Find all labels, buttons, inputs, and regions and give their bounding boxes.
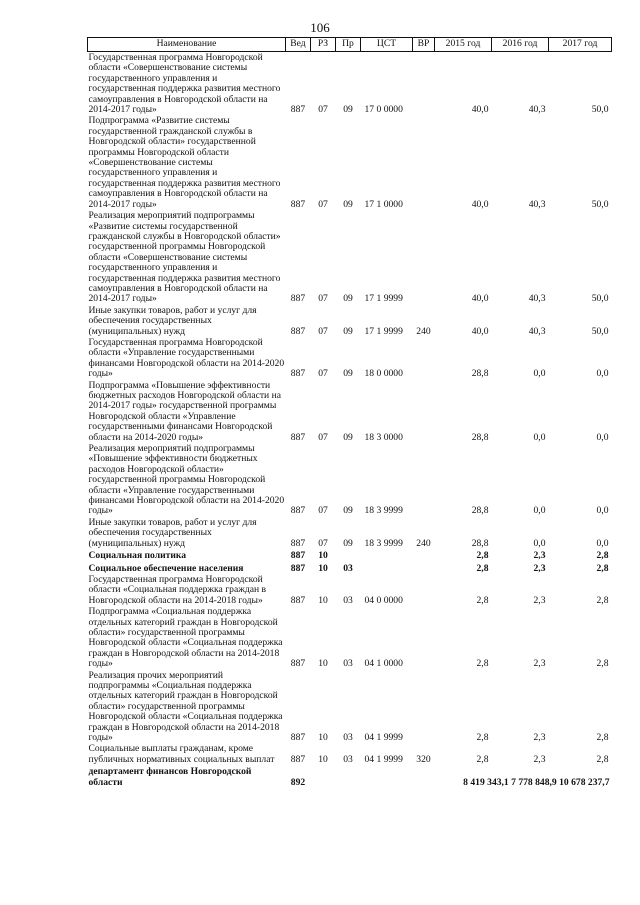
row-2015: 2,8 [476, 562, 489, 574]
row-rz: 07 [318, 537, 328, 549]
row-name: Реализация мероприятий подпрограммы «Развитие системы государственной гражданской службы в Новгородской области» государственной программы Новгородской области «Совершенствование системы государственного управления и государственная поддержка развития местного самоуправления в Новгородской области на 2014-2017 годы» [88, 210, 281, 305]
row-ved: 887 [290, 198, 306, 210]
table-header-row [88, 38, 612, 52]
row-name: Иные закупки товаров, работ и услуг для обеспечения государственных (муниципальных) нужд [88, 304, 257, 337]
header-ved: Вед [286, 38, 311, 52]
table-row [88, 670, 612, 744]
department-2017: 10 678 237,7 [559, 776, 610, 788]
row-rz: 10 [318, 753, 328, 765]
header-rz: РЗ [311, 38, 336, 52]
row-2016: 40,3 [528, 198, 546, 210]
row-name: Реализация прочих мероприятий подпрограммы «Социальная поддержка отдельных категорий граждан в Новгородской области» государственной программы Новгородской области «Социальная поддержка граждан в Новгородской области на 2014-2018 годы» [88, 669, 283, 743]
row-name: Социальная политика [88, 550, 187, 562]
row-rz: 07 [318, 505, 328, 517]
row-2016: 0,0 [533, 431, 546, 443]
row-ved: 887 [290, 594, 306, 606]
row-2015: 2,8 [476, 594, 489, 606]
row-cst: 17 1 0000 [364, 198, 403, 210]
row-ved: 887 [290, 431, 306, 443]
row-name: Подпрограмма «Повышение эффективности бюджетных расходов Новгородской области на 2014-2017 годы» государственной программы Новгородской области «Управление государственными финансами Новгородской области на 2014-2020 годы» [88, 379, 281, 443]
row-rz: 10 [318, 732, 328, 743]
table-row [88, 549, 612, 561]
row-ved: 887 [290, 325, 306, 337]
department-row [88, 765, 612, 788]
row-ved: 887 [290, 732, 306, 743]
row-rz: 07 [318, 431, 328, 443]
row-rz: 10 [318, 658, 328, 670]
row-rz: 10 [318, 594, 328, 606]
row-2015: 40,0 [471, 293, 489, 305]
page-number: 106 [310, 20, 330, 35]
row-2015: 2,8 [476, 658, 489, 670]
table-row [88, 210, 612, 305]
row-vr [413, 549, 435, 561]
row-cst: 18 3 0000 [364, 431, 403, 443]
row-2017: 2,8 [596, 658, 609, 670]
table-row [88, 574, 612, 606]
header-2016: 2016 год [492, 38, 549, 52]
row-vr: 240 [416, 325, 431, 337]
row-pr [336, 549, 361, 561]
row-rz: 10 [318, 550, 328, 562]
department-ved: 892 [290, 776, 306, 788]
row-2015: 40,0 [471, 325, 489, 337]
table-row [88, 305, 612, 337]
department-name: департамент финансов Новгородской области [88, 766, 252, 788]
row-ved: 887 [290, 550, 306, 562]
row-pr: 09 [343, 431, 353, 443]
row-2016: 2,3 [533, 562, 546, 574]
row-2017: 50,0 [591, 104, 609, 116]
row-2015: 40,0 [471, 104, 489, 116]
table-row [88, 115, 612, 210]
row-rz: 07 [318, 198, 328, 210]
row-pr: 03 [343, 753, 353, 765]
table-row [88, 562, 612, 574]
row-vr [413, 670, 435, 744]
row-2015: 28,8 [471, 431, 489, 443]
row-rz: 07 [318, 293, 328, 305]
header-pr: Пр [336, 38, 361, 52]
row-vr [413, 115, 435, 210]
row-vr [413, 337, 435, 380]
row-2016: 40,3 [528, 104, 546, 116]
row-2016: 2,3 [533, 550, 546, 562]
row-name: Социальные выплаты гражданам, кроме публичных нормативных социальных выплат [88, 743, 275, 765]
row-2016: 40,3 [528, 325, 546, 337]
row-pr: 03 [343, 562, 353, 574]
row-pr: 03 [343, 658, 353, 670]
row-name: Государственная программа Новгородской области «Управление государственными финансами Новгородской области на 2014-2020 годы» [88, 336, 285, 380]
row-cst: 18 3 9999 [364, 537, 403, 549]
row-name: Подпрограмма «Развитие системы государственной гражданской службы в Новгородской области» государственной программы Новгородской области «Совершенствование системы государственного управления и государственная поддержка развития местного самоуправления в Новгородской области на 2014-2017 годы» [88, 115, 281, 210]
row-pr: 03 [343, 594, 353, 606]
row-2015: 2,8 [476, 550, 489, 562]
department-2016: 7 778 848,9 [511, 776, 557, 788]
row-vr [413, 380, 435, 443]
row-cst [361, 549, 413, 561]
row-2017: 0,0 [596, 505, 609, 517]
row-2017: 2,8 [596, 594, 609, 606]
row-vr [413, 443, 435, 517]
row-ved: 887 [290, 753, 306, 765]
row-pr: 09 [343, 505, 353, 517]
row-cst: 18 0 0000 [364, 368, 403, 380]
row-2016: 0,0 [533, 505, 546, 517]
row-pr: 09 [343, 325, 353, 337]
row-name: Иные закупки товаров, работ и услуг для обеспечения государственных (муниципальных) нужд [88, 516, 257, 549]
row-rz: 07 [318, 104, 328, 116]
row-vr: 320 [416, 753, 431, 765]
row-vr: 240 [416, 537, 431, 549]
row-2017: 2,8 [596, 550, 609, 562]
row-cst [361, 562, 413, 574]
row-2017: 50,0 [591, 198, 609, 210]
row-ved: 887 [290, 562, 306, 574]
row-2016: 40,3 [528, 293, 546, 305]
row-pr: 09 [343, 368, 353, 380]
row-2016: 0,0 [533, 537, 546, 549]
row-cst: 04 1 9999 [364, 753, 403, 765]
row-name: Государственная программа Новгородской области «Социальная поддержка граждан в Новгородской области на 2014-2018 годы» [88, 573, 267, 606]
table-body [88, 52, 612, 766]
row-ved: 887 [290, 368, 306, 380]
row-pr: 09 [343, 293, 353, 305]
row-vr [413, 606, 435, 669]
row-name: Государственная программа Новгородской области «Совершенствование системы государственного управления и государственная поддержка развития местного самоуправления в Новгородской области на 2014-2017 годы» [88, 52, 281, 116]
row-cst: 04 1 0000 [364, 658, 403, 670]
table-row [88, 443, 612, 517]
department-2015: 8 419 343,1 [463, 776, 509, 788]
row-2016: 2,3 [533, 658, 546, 670]
row-rz: 07 [318, 325, 328, 337]
header-cst: ЦСТ [361, 38, 413, 52]
table-row [88, 380, 612, 443]
budget-table [87, 37, 612, 788]
row-cst: 04 0 0000 [364, 594, 403, 606]
row-vr [413, 52, 435, 116]
row-pr: 03 [343, 732, 353, 743]
row-2015: 2,8 [476, 732, 489, 743]
row-2017: 2,8 [596, 732, 609, 743]
row-name: Подпрограмма «Социальная поддержка отдельных категорий граждан в Новгородской области» государственной программы Новгородской области «Социальная поддержка граждан в Новгородской области на 2014-2018 годы» [88, 606, 283, 670]
table-row [88, 337, 612, 380]
header-vr: ВР [413, 38, 435, 52]
row-2015: 28,8 [471, 505, 489, 517]
row-pr: 09 [343, 104, 353, 116]
table-row [88, 606, 612, 669]
row-pr: 09 [343, 537, 353, 549]
row-name: Реализация мероприятий подпрограммы «Повышение эффективности бюджетных расходов Новгородской области» государственной программы Новгородской области «Управление государственными финансами Новгородской области на 2014-2020 годы» [88, 443, 285, 517]
row-2017: 50,0 [591, 293, 609, 305]
row-2017: 0,0 [596, 368, 609, 380]
row-2015: 2,8 [476, 753, 489, 765]
row-name: Социальное обеспечение населения [88, 562, 244, 574]
row-ved: 887 [290, 505, 306, 517]
row-ved: 887 [290, 658, 306, 670]
row-2017: 0,0 [596, 537, 609, 549]
row-cst: 17 1 9999 [364, 325, 403, 337]
header-2015: 2015 год [435, 38, 492, 52]
row-ved: 887 [290, 537, 306, 549]
table-row [88, 517, 612, 549]
row-2016: 2,3 [533, 594, 546, 606]
row-2016: 2,3 [533, 732, 546, 743]
row-rz: 10 [318, 562, 328, 574]
department-totals [435, 765, 612, 788]
row-vr [413, 562, 435, 574]
row-2016: 0,0 [533, 368, 546, 380]
row-cst: 18 3 9999 [364, 505, 403, 517]
row-cst: 04 1 9999 [364, 732, 403, 743]
row-2017: 0,0 [596, 431, 609, 443]
row-vr [413, 210, 435, 305]
row-2015: 40,0 [471, 198, 489, 210]
row-2016: 2,3 [533, 753, 546, 765]
row-cst: 17 1 9999 [364, 293, 403, 305]
header-name: Наименование [88, 38, 286, 52]
row-2015: 28,8 [471, 368, 489, 380]
row-rz: 07 [318, 368, 328, 380]
row-cst: 17 0 0000 [364, 104, 403, 116]
row-2017: 50,0 [591, 325, 609, 337]
table-row [88, 52, 612, 116]
table-row [88, 743, 612, 765]
row-2015: 28,8 [471, 537, 489, 549]
row-2017: 2,8 [596, 753, 609, 765]
row-ved: 887 [290, 104, 306, 116]
row-pr: 09 [343, 198, 353, 210]
header-2017: 2017 год [549, 38, 612, 52]
row-2017: 2,8 [596, 562, 609, 574]
row-vr [413, 574, 435, 606]
row-ved: 887 [290, 293, 306, 305]
